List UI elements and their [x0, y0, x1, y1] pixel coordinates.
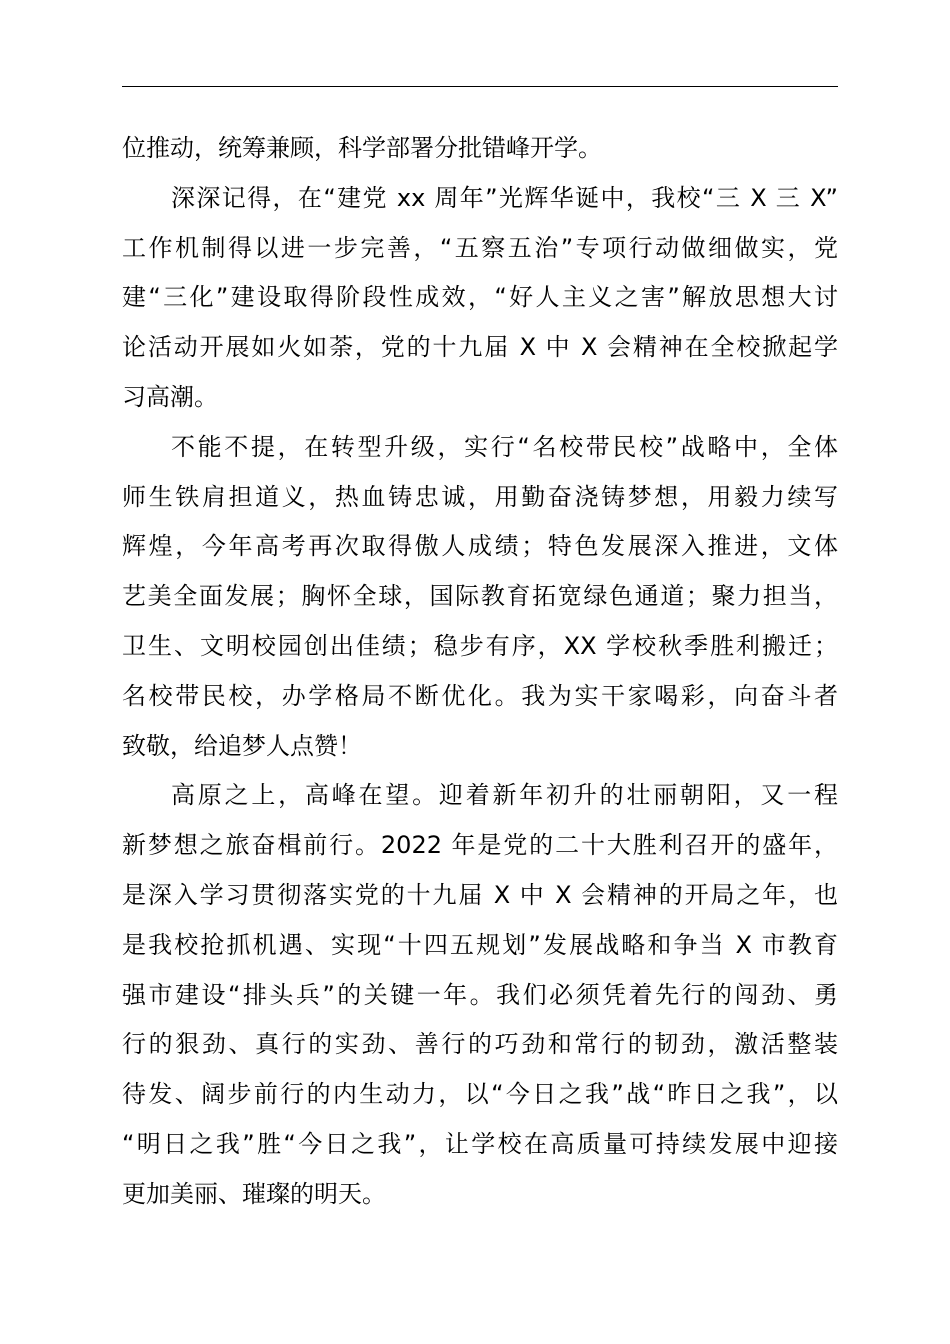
text-line: 习高潮。: [122, 382, 218, 411]
text-line: 名校带民校，办学格局不断优化。我为实干家喝彩，向奋斗者: [122, 681, 838, 710]
text-line: 是我校抢抓机遇、实现“十四五规划”发展战略和争当 X 市教育: [122, 930, 838, 959]
text-line: 辉煌，今年高考再次取得傲人成绩；特色发展深入推进，文体: [122, 532, 838, 561]
text-line: 高原之上，高峰在望。迎着新年初升的壮丽朝阳，又一程: [171, 781, 838, 810]
text-line: 行的狠劲、真行的实劲、善行的巧劲和常行的韧劲，激活整装: [122, 1030, 838, 1059]
paragraph: [122, 174, 838, 423]
text-line: 工作机制得以进一步完善，“五察五治”专项行动做细做实，党: [122, 233, 838, 262]
text-line: 位推动，统筹兼顾，科学部署分批错峰开学。: [122, 134, 602, 162]
text-line: 新梦想之旅奋楫前行。2022 年是党的二十大胜利召开的盛年，: [122, 831, 838, 860]
text-line: 待发、阔步前行的内生动力，以“今日之我”战“昨日之我”，以: [122, 1080, 838, 1109]
text-line: 强市建设“排头兵”的关键一年。我们必须凭着先行的闯劲、勇: [122, 980, 838, 1009]
text-line: 致敬，给追梦人点赞！: [122, 731, 362, 760]
text-line: 艺美全面发展；胸怀全球，国际教育拓宽绿色通道；聚力担当，: [122, 582, 838, 611]
text-line: 论活动开展如火如荼，党的十九届 X 中 X 会精神在全校掀起学: [122, 333, 838, 362]
document-body: [122, 124, 838, 1220]
text-line: 师生铁肩担道义，热血铸忠诚，用勤奋浇铸梦想，用毅力续写: [122, 482, 838, 511]
text-line: 深深记得，在“建党 xx 周年”光辉华诞中，我校“三 X 三 X”: [171, 183, 838, 212]
header-rule: [122, 86, 838, 87]
paragraph: [122, 771, 838, 1219]
text-line: 更加美丽、璀璨的明天。: [122, 1179, 386, 1208]
text-line: “明日之我”胜“今日之我”，让学校在高质量可持续发展中迎接: [122, 1129, 838, 1158]
paragraph: [122, 423, 838, 772]
text-line: 建“三化”建设取得阶段性成效，“好人主义之害”解放思想大讨: [122, 283, 838, 312]
text-line: 卫生、文明校园创出佳绩；稳步有序，XX 学校秋季胜利搬迁；: [122, 631, 838, 660]
text-line: 是深入学习贯彻落实党的十九届 X 中 X 会精神的开局之年，也: [122, 880, 838, 909]
paragraph: [122, 124, 838, 174]
text-line: 不能不提，在转型升级，实行“名校带民校”战略中，全体: [171, 432, 838, 461]
